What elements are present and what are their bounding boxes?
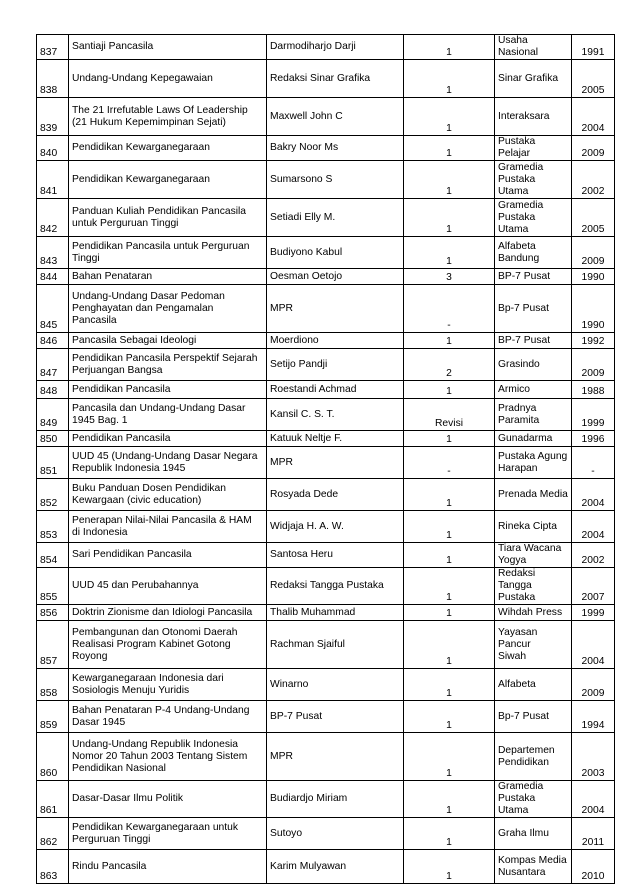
author-cell: Moerdiono bbox=[267, 333, 404, 349]
row-number-cell: 853 bbox=[37, 511, 69, 543]
author-cell: Rachman Sjaiful bbox=[267, 621, 404, 669]
copies-cell: 1 bbox=[404, 431, 495, 447]
copies-cell: 1 bbox=[404, 136, 495, 161]
book-title-cell: Pendidikan Kewarganegaraan untuk Perguruan Tinggi bbox=[69, 818, 267, 850]
year-cell: 2009 bbox=[572, 349, 615, 381]
row-number-cell: 849 bbox=[37, 399, 69, 431]
publisher-cell: Redaksi Tangga Pustaka bbox=[495, 568, 572, 605]
book-title-cell: Pendidikan Pancasila untuk Perguruan Tinggi bbox=[69, 237, 267, 269]
table-row bbox=[37, 269, 615, 285]
copies-cell: 1 bbox=[404, 98, 495, 136]
year-cell: 2004 bbox=[572, 781, 615, 818]
book-title-cell: Pendidikan Pancasila bbox=[69, 431, 267, 447]
author-cell: Sumarsono S bbox=[267, 161, 404, 199]
row-number-cell: 848 bbox=[37, 381, 69, 399]
publisher-cell: Armico bbox=[495, 381, 572, 399]
row-number-cell: 860 bbox=[37, 733, 69, 781]
author-cell: Roestandi Achmad bbox=[267, 381, 404, 399]
copies-cell: - bbox=[404, 285, 495, 333]
author-cell: Setiadi Elly M. bbox=[267, 199, 404, 237]
table-row bbox=[37, 701, 615, 733]
copies-cell: 1 bbox=[404, 850, 495, 884]
book-title-cell: Pancasila dan Undang-Undang Dasar 1945 Bag. 1 bbox=[69, 399, 267, 431]
row-number-cell: 843 bbox=[37, 237, 69, 269]
year-cell: 2004 bbox=[572, 98, 615, 136]
book-title-cell: Pendidikan Kewarganegaraan bbox=[69, 136, 267, 161]
table-row bbox=[37, 605, 615, 621]
table-row bbox=[37, 781, 615, 818]
author-cell: Redaksi Tangga Pustaka bbox=[267, 568, 404, 605]
row-number-cell: 852 bbox=[37, 479, 69, 511]
copies-cell: 1 bbox=[404, 161, 495, 199]
year-cell: 2009 bbox=[572, 237, 615, 269]
row-number-cell: 861 bbox=[37, 781, 69, 818]
book-title-cell: Panduan Kuliah Pendidikan Pancasila untuk Perguruan Tinggi bbox=[69, 199, 267, 237]
author-cell: Setijo Pandji bbox=[267, 349, 404, 381]
table-row bbox=[37, 733, 615, 781]
publisher-cell: Interaksara bbox=[495, 98, 572, 136]
year-cell: 1999 bbox=[572, 605, 615, 621]
year-cell: 2002 bbox=[572, 543, 615, 568]
book-title-cell: Santiaji Pancasila bbox=[69, 35, 267, 60]
author-cell: Katuuk Neltje F. bbox=[267, 431, 404, 447]
publisher-cell: BP-7 Pusat bbox=[495, 333, 572, 349]
row-number-cell: 845 bbox=[37, 285, 69, 333]
copies-cell: Revisi bbox=[404, 399, 495, 431]
year-cell: - bbox=[572, 447, 615, 479]
year-cell: 1992 bbox=[572, 333, 615, 349]
book-title-cell: Undang-Undang Republik Indonesia Nomor 20 Tahun 2003 Tentang Sistem Pendidikan Nasional bbox=[69, 733, 267, 781]
publisher-cell: Departemen Pendidikan bbox=[495, 733, 572, 781]
year-cell: 2011 bbox=[572, 818, 615, 850]
book-title-cell: Dasar-Dasar Ilmu Politik bbox=[69, 781, 267, 818]
row-number-cell: 858 bbox=[37, 669, 69, 701]
year-cell: 1988 bbox=[572, 381, 615, 399]
publisher-cell: Grasindo bbox=[495, 349, 572, 381]
book-title-cell: Pancasila Sebagai Ideologi bbox=[69, 333, 267, 349]
author-cell: Thalib Muhammad bbox=[267, 605, 404, 621]
table-row bbox=[37, 511, 615, 543]
copies-cell: 1 bbox=[404, 511, 495, 543]
publisher-cell: Wihdah Press bbox=[495, 605, 572, 621]
copies-cell: 2 bbox=[404, 349, 495, 381]
book-title-cell: The 21 Irrefutable Laws Of Leadership (21 Hukum Kepemimpinan Sejati) bbox=[69, 98, 267, 136]
year-cell: 1994 bbox=[572, 701, 615, 733]
year-cell: 2004 bbox=[572, 479, 615, 511]
book-title-cell: UUD 45 (Undang-Undang Dasar Negara Republik Indonesia 1945 bbox=[69, 447, 267, 479]
table-row bbox=[37, 199, 615, 237]
author-cell: Winarno bbox=[267, 669, 404, 701]
publisher-cell: Alfabeta Bandung bbox=[495, 237, 572, 269]
table-row bbox=[37, 381, 615, 399]
row-number-cell: 837 bbox=[37, 35, 69, 60]
book-title-cell: Pendidikan Pancasila bbox=[69, 381, 267, 399]
publisher-cell: Bp-7 Pusat bbox=[495, 701, 572, 733]
table-row bbox=[37, 479, 615, 511]
publisher-cell: Alfabeta bbox=[495, 669, 572, 701]
book-title-cell: Doktrin Zionisme dan Idiologi Pancasila bbox=[69, 605, 267, 621]
row-number-cell: 856 bbox=[37, 605, 69, 621]
copies-cell: 1 bbox=[404, 333, 495, 349]
copies-cell: 1 bbox=[404, 669, 495, 701]
author-cell: MPR bbox=[267, 447, 404, 479]
table-row bbox=[37, 818, 615, 850]
publisher-cell: Sinar Grafika bbox=[495, 60, 572, 98]
author-cell: Budiyono Kabul bbox=[267, 237, 404, 269]
publisher-cell: Gramedia Pustaka Utama bbox=[495, 161, 572, 199]
table-row bbox=[37, 333, 615, 349]
copies-cell: 1 bbox=[404, 199, 495, 237]
table-row bbox=[37, 543, 615, 568]
row-number-cell: 839 bbox=[37, 98, 69, 136]
author-cell: Santosa Heru bbox=[267, 543, 404, 568]
row-number-cell: 844 bbox=[37, 269, 69, 285]
copies-cell: 1 bbox=[404, 621, 495, 669]
book-list-body bbox=[37, 35, 615, 884]
publisher-cell: Bp-7 Pusat bbox=[495, 285, 572, 333]
book-title-cell: Kewarganegaraan Indonesia dari Sosiologis Menuju Yuridis bbox=[69, 669, 267, 701]
year-cell: 1999 bbox=[572, 399, 615, 431]
row-number-cell: 862 bbox=[37, 818, 69, 850]
table-row bbox=[37, 447, 615, 479]
author-cell: Rosyada Dede bbox=[267, 479, 404, 511]
table-row bbox=[37, 60, 615, 98]
year-cell: 2009 bbox=[572, 136, 615, 161]
author-cell: Budiardjo Miriam bbox=[267, 781, 404, 818]
publisher-cell: Yayasan Pancur Siwah bbox=[495, 621, 572, 669]
book-title-cell: Bahan Penataran P-4 Undang-Undang Dasar 1945 bbox=[69, 701, 267, 733]
copies-cell: 1 bbox=[404, 605, 495, 621]
copies-cell: 1 bbox=[404, 35, 495, 60]
author-cell: Karim Mulyawan bbox=[267, 850, 404, 884]
row-number-cell: 851 bbox=[37, 447, 69, 479]
row-number-cell: 855 bbox=[37, 568, 69, 605]
copies-cell: 1 bbox=[404, 543, 495, 568]
book-title-cell: Pendidikan Pancasila Perspektif Sejarah Perjuangan Bangsa bbox=[69, 349, 267, 381]
publisher-cell: Pustaka Pelajar bbox=[495, 136, 572, 161]
author-cell: Oesman Oetojo bbox=[267, 269, 404, 285]
year-cell: 1991 bbox=[572, 35, 615, 60]
row-number-cell: 859 bbox=[37, 701, 69, 733]
author-cell: BP-7 Pusat bbox=[267, 701, 404, 733]
publisher-cell: Gunadarma bbox=[495, 431, 572, 447]
copies-cell: 1 bbox=[404, 60, 495, 98]
publisher-cell: BP-7 Pusat bbox=[495, 269, 572, 285]
author-cell: Kansil C. S. T. bbox=[267, 399, 404, 431]
year-cell: 2003 bbox=[572, 733, 615, 781]
table-row bbox=[37, 568, 615, 605]
row-number-cell: 841 bbox=[37, 161, 69, 199]
table-row bbox=[37, 669, 615, 701]
publisher-cell: Prenada Media bbox=[495, 479, 572, 511]
author-cell: MPR bbox=[267, 285, 404, 333]
row-number-cell: 840 bbox=[37, 136, 69, 161]
row-number-cell: 846 bbox=[37, 333, 69, 349]
publisher-cell: Pustaka Agung Harapan bbox=[495, 447, 572, 479]
table-row bbox=[37, 850, 615, 884]
publisher-cell: Graha Ilmu bbox=[495, 818, 572, 850]
copies-cell: 1 bbox=[404, 818, 495, 850]
copies-cell: 1 bbox=[404, 568, 495, 605]
year-cell: 2004 bbox=[572, 621, 615, 669]
author-cell: Sutoyo bbox=[267, 818, 404, 850]
publisher-cell: Usaha Nasional bbox=[495, 35, 572, 60]
table-row bbox=[37, 349, 615, 381]
table-row bbox=[37, 98, 615, 136]
year-cell: 2002 bbox=[572, 161, 615, 199]
table-row bbox=[37, 621, 615, 669]
copies-cell: 1 bbox=[404, 781, 495, 818]
table-row bbox=[37, 35, 615, 60]
book-title-cell: Undang-Undang Dasar Pedoman Penghayatan dan Pengamalan Pancasila bbox=[69, 285, 267, 333]
book-title-cell: Buku Panduan Dosen Pendidikan Kewargaan (civic education) bbox=[69, 479, 267, 511]
year-cell: 2007 bbox=[572, 568, 615, 605]
copies-cell: 1 bbox=[404, 701, 495, 733]
publisher-cell: Kompas Media Nusantara bbox=[495, 850, 572, 884]
book-list-table bbox=[36, 34, 615, 884]
author-cell: Maxwell John C bbox=[267, 98, 404, 136]
table-row bbox=[37, 399, 615, 431]
book-title-cell: Bahan Penataran bbox=[69, 269, 267, 285]
author-cell: Widjaja H. A. W. bbox=[267, 511, 404, 543]
row-number-cell: 857 bbox=[37, 621, 69, 669]
author-cell: MPR bbox=[267, 733, 404, 781]
year-cell: 1990 bbox=[572, 285, 615, 333]
year-cell: 2005 bbox=[572, 60, 615, 98]
author-cell: Darmodiharjo Darji bbox=[267, 35, 404, 60]
copies-cell: 1 bbox=[404, 381, 495, 399]
publisher-cell: Tiara Wacana Yogya bbox=[495, 543, 572, 568]
copies-cell: 1 bbox=[404, 479, 495, 511]
book-title-cell: Rindu Pancasila bbox=[69, 850, 267, 884]
year-cell: 2004 bbox=[572, 511, 615, 543]
book-title-cell: Sari Pendidikan Pancasila bbox=[69, 543, 267, 568]
table-row bbox=[37, 431, 615, 447]
row-number-cell: 842 bbox=[37, 199, 69, 237]
table-row bbox=[37, 237, 615, 269]
book-title-cell: UUD 45 dan Perubahannya bbox=[69, 568, 267, 605]
row-number-cell: 854 bbox=[37, 543, 69, 568]
publisher-cell: Pradnya Paramita bbox=[495, 399, 572, 431]
copies-cell: - bbox=[404, 447, 495, 479]
year-cell: 1996 bbox=[572, 431, 615, 447]
row-number-cell: 838 bbox=[37, 60, 69, 98]
publisher-cell: Gramedia Pustaka Utama bbox=[495, 199, 572, 237]
copies-cell: 1 bbox=[404, 733, 495, 781]
row-number-cell: 863 bbox=[37, 850, 69, 884]
table-row bbox=[37, 136, 615, 161]
year-cell: 2005 bbox=[572, 199, 615, 237]
table-row bbox=[37, 161, 615, 199]
year-cell: 2009 bbox=[572, 669, 615, 701]
author-cell: Bakry Noor Ms bbox=[267, 136, 404, 161]
row-number-cell: 847 bbox=[37, 349, 69, 381]
book-title-cell: Penerapan Nilai-Nilai Pancasila & HAM di Indonesia bbox=[69, 511, 267, 543]
year-cell: 1990 bbox=[572, 269, 615, 285]
year-cell: 2010 bbox=[572, 850, 615, 884]
copies-cell: 3 bbox=[404, 269, 495, 285]
copies-cell: 1 bbox=[404, 237, 495, 269]
book-title-cell: Pembangunan dan Otonomi Daerah Realisasi Program Kabinet Gotong Royong bbox=[69, 621, 267, 669]
publisher-cell: Rineka Cipta bbox=[495, 511, 572, 543]
publisher-cell: Gramedia Pustaka Utama bbox=[495, 781, 572, 818]
row-number-cell: 850 bbox=[37, 431, 69, 447]
author-cell: Redaksi Sinar Grafika bbox=[267, 60, 404, 98]
book-title-cell: Undang-Undang Kepegawaian bbox=[69, 60, 267, 98]
book-title-cell: Pendidikan Kewarganegaraan bbox=[69, 161, 267, 199]
table-row bbox=[37, 285, 615, 333]
